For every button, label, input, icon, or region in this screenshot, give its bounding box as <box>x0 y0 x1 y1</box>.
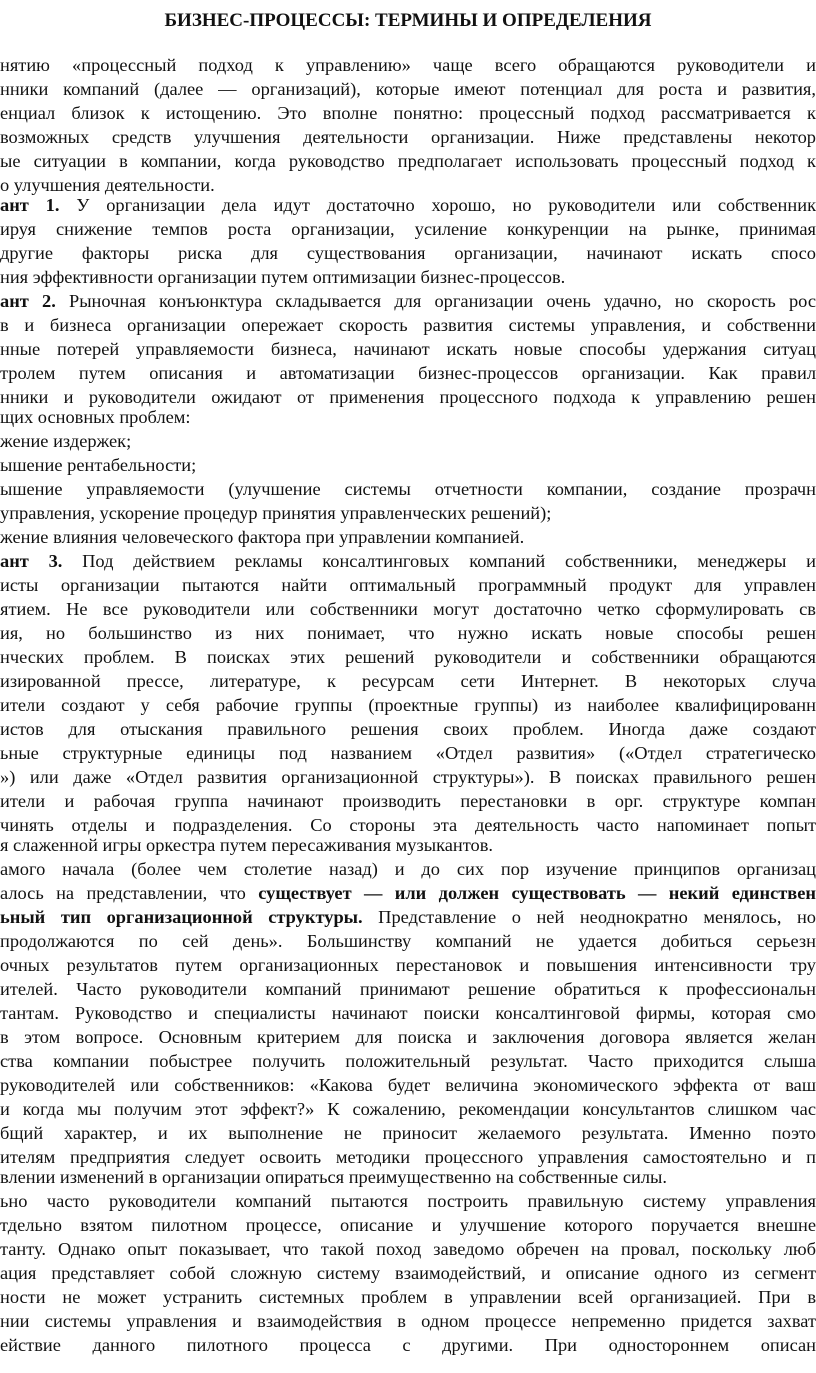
text-line <box>0 743 816 763</box>
text-line <box>0 1027 816 1047</box>
text-line <box>0 719 816 739</box>
text-run: возможных средств улучшения деятельности организации. Ниже представлены некотор <box>0 127 816 147</box>
text-run: нники и руководители ожидают от применения процессного подхода к управлению решен <box>0 387 816 407</box>
text-run: влении изменений в организации опираться преимущественно на собственные силы. <box>0 1167 667 1187</box>
text-line <box>0 1051 816 1071</box>
text-line <box>0 527 524 547</box>
text-line <box>0 1311 816 1331</box>
text-run: другие факторы риска для существования организации, начинают искать спосо <box>0 243 816 263</box>
text-line <box>0 243 816 263</box>
text-line <box>0 431 131 451</box>
text-run: тролем путем описания и автоматизации бизнес-процессов организации. Как правил <box>0 363 816 383</box>
text-line <box>0 103 816 123</box>
text-line <box>0 1263 816 1283</box>
text-line <box>0 1167 667 1187</box>
text-line <box>0 151 816 171</box>
text-line <box>0 503 551 523</box>
text-run: тантам. Руководство и специалисты начинают поиски консалтинговой фирмы, которая смо <box>0 1003 816 1023</box>
text-line <box>0 315 816 335</box>
text-run: ятием. Не все руководители или собственники могут достаточно четко сформулировать св <box>0 599 816 619</box>
text-run: изированной прессе, литературе, к ресурсам сети Интернет. В некоторых случа <box>0 671 816 691</box>
text-run: ителей. Часто руководители компаний принимают решение обратиться к профессиональн <box>0 979 816 999</box>
text-line <box>0 883 816 903</box>
text-line <box>0 791 816 811</box>
text-run: жение издержек; <box>0 431 132 451</box>
text-run: ители создают у себя рабочие группы (проектные группы) из наиболее квалифицированн <box>0 695 816 715</box>
text-line <box>0 859 816 879</box>
text-line <box>0 1123 816 1143</box>
text-run: ния эффективности организации путем оптимизации бизнес-процессов. <box>0 267 566 287</box>
text-line <box>0 623 816 643</box>
text-run: ация представляет собой сложную систему взаимодействий, и описание одного из сегмент <box>0 1263 816 1283</box>
text-run: алось на представлении, что <box>0 883 259 903</box>
text-line <box>0 1003 816 1023</box>
text-run: нческих проблем. В поисках этих решений руководители и собственники обращаются <box>0 647 816 667</box>
text-run: ия, но большинство из них понимает, что нужно искать новые способы решен <box>0 623 816 643</box>
text-line <box>0 291 816 311</box>
text-line <box>0 175 215 195</box>
text-line <box>0 79 816 99</box>
text-run: ействие данного пилотного процесса с другими. При одностороннем описан <box>0 1335 816 1355</box>
text-line <box>0 599 816 619</box>
text-line <box>0 671 816 691</box>
text-run: чинять отделы и подразделения. Со стороны эта деятельность часто напоминает попыт <box>0 815 816 835</box>
text-line <box>0 1075 816 1095</box>
bold-text: ант 3. <box>0 551 63 571</box>
text-run: и когда мы получим этот эффект?» К сожалению, рекомендации консультантов слишком час <box>0 1099 816 1119</box>
text-run: о улучшения деятельности. <box>0 175 215 195</box>
text-line <box>0 695 816 715</box>
text-run: енциал близок к истощению. Это вполне понятно: процессный подход рассматривается к <box>0 103 816 123</box>
text-line <box>0 267 565 287</box>
text-line <box>0 931 816 951</box>
text-run: бщий характер, и их выполнение не приносит желаемого результата. Именно поэто <box>0 1123 816 1143</box>
text-line <box>0 647 816 667</box>
text-run: Представление о ней неоднократно менялось, но <box>362 907 816 927</box>
text-run: нники компаний (далее — организаций), которые имеют потенциал для роста и развития, <box>0 79 816 99</box>
text-line <box>0 387 816 407</box>
page-title: БИЗНЕС-ПРОЦЕССЫ: ТЕРМИНЫ И ОПРЕДЕЛЕНИЯ <box>164 10 652 31</box>
text-run: ») или даже «Отдел развития организационной структуры»). В поисках правильного решен <box>0 767 816 787</box>
text-line <box>0 219 816 239</box>
text-line <box>0 455 196 475</box>
text-run: нные потерей управляемости бизнеса, начинают искать новые способы удержания ситуац <box>0 339 816 359</box>
text-run: в и бизнеса организации опережает скорость развития системы управления, и собственни <box>0 315 816 335</box>
text-run: в этом вопросе. Основным критерием для поиска и заключения договора является желан <box>0 1027 816 1047</box>
text-run: ства компании побыстрее получить положительный результат. Часто приходится слыша <box>0 1051 816 1071</box>
text-run: управления, ускорение процедур принятия управленческих решений); <box>0 503 552 523</box>
text-line <box>0 1239 816 1259</box>
text-line <box>0 1335 816 1355</box>
text-line <box>0 195 816 215</box>
text-line <box>0 1147 816 1167</box>
text-line <box>0 479 816 499</box>
text-run: танту. Однако опыт показывает, что такой поход заведомо обречен на провал, поскольку люб <box>0 1239 816 1259</box>
bold-text: ант 1. <box>0 195 60 215</box>
bold-text: ьный тип организационной структуры. <box>0 907 363 927</box>
text-run: Рыночная конъюнктура складывается для организации очень удачно, но скорость рос <box>55 291 816 311</box>
text-run: нии системы управления и взаимодействия в одном процессе непременно придется захват <box>0 1311 816 1331</box>
text-line <box>0 1215 816 1235</box>
text-line <box>0 979 816 999</box>
bold-text: ант 2. <box>0 291 56 311</box>
text-run: ности не может устранить системных проблем в управлении всей организацией. При в <box>0 1287 816 1307</box>
text-run: нятию «процессный подход к управлению» чаще всего обращаются руководители и <box>0 55 816 75</box>
text-run: я слаженной игры оркестра путем пересаживания музыкантов. <box>0 835 494 855</box>
text-run: ируя снижение темпов роста организации, усиление конкуренции на рынке, принимая <box>0 219 816 239</box>
text-run: руководителей или собственников: «Какова будет величина экономического эффекта от ваш <box>0 1075 816 1095</box>
text-run: ые ситуации в компании, когда руководство предполагает использовать процессный подход к <box>0 151 816 171</box>
text-line <box>0 835 493 855</box>
text-run: ителям предприятия следует освоить методики процессного управления самостоятельно и п <box>0 1147 816 1167</box>
text-line <box>0 1099 816 1119</box>
text-run: ышение управляемости (улучшение системы отчетности компании, создание прозрачн <box>0 479 816 499</box>
text-line <box>0 955 816 975</box>
text-line <box>0 575 816 595</box>
text-run: ьные структурные единицы под названием «Отдел развития» («Отдел стратегическо <box>0 743 816 763</box>
text-run: Под действием рекламы консалтинговых компаний собственники, менеджеры и <box>62 551 816 571</box>
text-line <box>0 1287 816 1307</box>
text-run: исты организации пытаются найти оптимальный программный продукт для управлен <box>0 575 816 595</box>
text-line <box>0 55 816 75</box>
text-run: ители и рабочая группа начинают производить перестановки в орг. структуре компан <box>0 791 816 811</box>
text-run: тдельно взятом пилотном процессе, описание и улучшение которого поручается внешне <box>0 1215 816 1235</box>
text-run: У организации дела идут достаточно хорошо, но руководители или собственник <box>59 195 816 215</box>
text-line <box>0 551 816 571</box>
text-run: щих основных проблем: <box>0 407 191 427</box>
text-line <box>0 1191 816 1211</box>
text-line <box>0 407 191 427</box>
text-line <box>0 815 816 835</box>
text-line <box>0 907 816 927</box>
bold-text: существует — или должен существовать — некий единствен <box>258 883 816 903</box>
text-line <box>0 127 816 147</box>
text-line <box>0 339 816 359</box>
text-run: продолжаются по сей день». Большинству компаний не удается добиться серьезн <box>0 931 816 951</box>
text-line <box>0 363 816 383</box>
text-run: истов для отыскания правильного решения своих проблем. Иногда даже создают <box>0 719 816 739</box>
text-run: амого начала (более чем столетие назад) и до сих пор изучение принципов организац <box>0 859 816 879</box>
text-run: ышение рентабельности; <box>0 455 197 475</box>
text-line <box>0 767 816 787</box>
text-run: ьно часто руководители компаний пытаются построить правильную систему управления <box>0 1191 816 1211</box>
text-run: жение влияния человеческого фактора при управлении компанией. <box>0 527 525 547</box>
text-run: очных результатов путем организационных перестановок и повышения интенсивности тру <box>0 955 816 975</box>
